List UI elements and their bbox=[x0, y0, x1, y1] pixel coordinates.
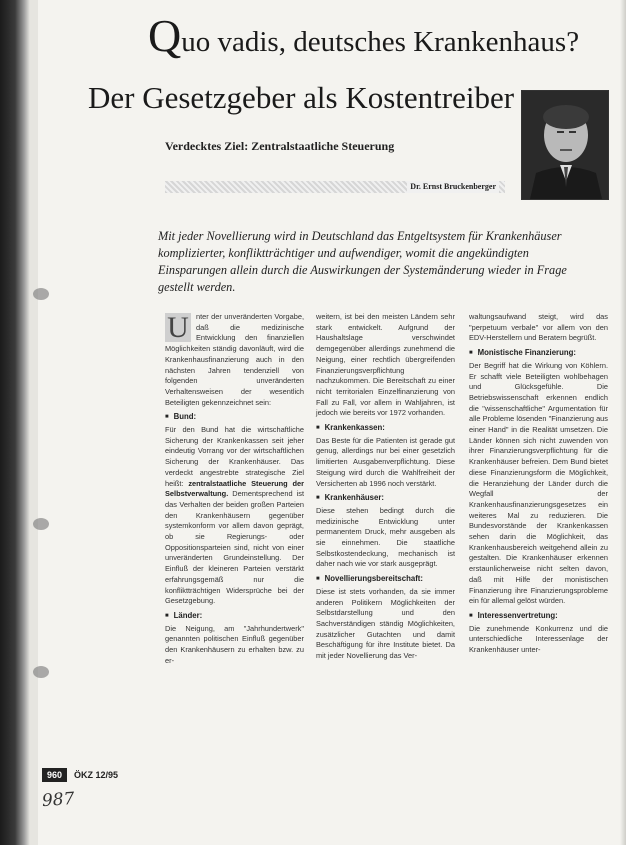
paragraph: Diese stehen bedingt durch die medizinische Entwicklung unter permanentem Druck, mehr ausgeben als sie einnehmen. Die staatliche Selbstkostendeckung, mechanisch ist daher nach wie vor stark ausgeprägt. bbox=[316, 505, 455, 569]
article-subtitle: Verdecktes Ziel: Zentralstaatliche Steuerung bbox=[165, 139, 395, 153]
paragraph: weitern, ist bei den meisten Ländern sehr stark entwickelt. Aufgrund der Haushaltslage verschwindet demgegenüber allerdings zunehmend die Neigung, einer rechtlich übergreifenden Finanzierungsverpflichtung nachzukommen. Die Bereitschaft zu einer nicht territorialen Einzelfinanzierung von Fall zu Fall, vor allem in Wahljahren, ist jedoch wie bereits vor 1972 vorhanden. bbox=[316, 312, 455, 418]
punch-hole bbox=[33, 288, 49, 300]
paragraph-text: Dementsprechend ist das Verhalten der beiden großen Parteien den Krankenhäusern gegenüber systemkonform vor allem davon geprägt, ob sie Regierungs- oder Oppositionsparteien sind, nicht von einer unveränderten Grundeinstellung. Der Einfluß der kleineren Parteien verstärkt erfahrungsgemäß nur die konfliktträchtigen Widersprüche bei der Gesetzgebung. bbox=[165, 489, 304, 606]
issue-label: ÖKZ 12/95 bbox=[74, 770, 119, 780]
paragraph: Das Beste für die Patienten ist gerade gut genug, allerdings nur bei einer gesetzlich limitierten Ausgabenverpflichtung. Diese Steigung wird durch die Wahlfreiheit der Versicherten ab 1996 noch verstärkt. bbox=[316, 435, 455, 488]
section-heading: ■ Interessenvertretung: bbox=[469, 611, 608, 622]
paragraph-text: Für den Bund hat die wirtschaftliche Sicherung der Krankenkassen seit jeher eindeutig Vorrang vor der wirtschaftlichen Sicherung der Krankenhäuser. Das verdeckt angestrebte strategische Ziel heißt: bbox=[165, 425, 304, 488]
paragraph: Die Neigung, am "Jahrhundertwerk" genannten politischen Einfluß gegenüber den Krankenhäusern zu erhalten bzw. zu er- bbox=[165, 623, 304, 665]
article-kicker-title bbox=[148, 10, 618, 61]
author-bar bbox=[165, 181, 505, 193]
lead-paragraph: Mit jeder Novellierung wird in Deutschland das Entgeltsystem für Krankenhäuser komplizierter, konfliktträchtiger und aufwendiger, womit die angekündigten Einsparungen allein durch die Auswirkungen der Systemänderung wieder in Frage gestellt werden. bbox=[158, 229, 567, 294]
section-heading: ■ Monistische Finanzierung: bbox=[469, 348, 608, 359]
page-number: 960 bbox=[42, 768, 67, 782]
paragraph: Der Begriff hat die Wirkung von Köhlern. Er schafft viele Beteiligten wohlbehagen und Glücksgefühle. Die Betriebswissenschaft erkennen endlich die "wissenschaftliche" Argumentation für alle Probleme lösenden "Finanzierung aus einer Hand" in die Realität umsetzen. Die Länder können sich nicht zuwenden von ihrer Finanzierungsverpflichtung für die Krankenhäuser befreien. Dem Bund bietet diese Finanzierungsform die Möglichkeit, die Heranziehung der Länder durch die Wegfall der Krankenhausfinanzierungsgesetzes ein weiteres Mal zu reduzieren. Die Bundesvorstände der Krankenkassen sehen darin die Möglichkeit, das Krankenhausbereich weitgehend allein zu gestalten. Die Krankenhäuser erkennen erstaunlicherweise nicht selten davon, daß mit Hilfe der monistischen Finanzierung ihre Finanzierungsprobleme ein für allemal gelöst würden. bbox=[469, 360, 608, 606]
binding-spine bbox=[0, 0, 30, 845]
column-3 bbox=[469, 312, 608, 659]
paragraph bbox=[165, 312, 304, 408]
article-body bbox=[165, 312, 610, 752]
section-heading: ■ Krankenhäuser: bbox=[316, 493, 455, 504]
paragraph: waltungsaufwand steigt, wird das "perpetuum verbale" vor allem von den EDV-Herstellern und Beratern begrüßt. bbox=[469, 312, 608, 343]
paragraph: Diese ist stets vorhanden, da sie immer anderen Politikern Möglichkeiten der Selbstdarstellung und den Sachverständigen ständig Möglichkeiten, zusätzlicher Gutachten und damit Beschäftigung für ihre Institute bietet. Da mit jeder Novellierung das Ver- bbox=[316, 586, 455, 661]
paragraph-text: nter der unveränderten Vorgabe, daß die medizinische Entwicklung den finanziellen Möglichkeiten ständig davonläuft, wird die Krankenhausfinanzierung auch in den nächsten Jahren tendenziell von folgenden unveränderten Verhaltensweisen der wesentlich Beteiligten gekennzeichnet sein: bbox=[165, 312, 304, 407]
right-edge-shadow bbox=[620, 0, 626, 845]
left-margin bbox=[30, 0, 38, 845]
section-heading: ■ Länder: bbox=[165, 611, 304, 622]
section-heading: ■ Krankenkassen: bbox=[316, 423, 455, 434]
portrait-image bbox=[522, 91, 608, 199]
column-2 bbox=[316, 312, 455, 665]
paragraph bbox=[165, 425, 304, 607]
punch-hole bbox=[33, 518, 49, 530]
page-footer bbox=[42, 768, 242, 784]
author-photo bbox=[521, 90, 609, 200]
section-heading: ■ Novellierungsbereitschaft: bbox=[316, 574, 455, 585]
column-1 bbox=[165, 312, 304, 670]
paragraph: Die zunehmende Konkurrenz und die unterschiedliche Interessenlage der Krankenhäuser unter- bbox=[469, 623, 608, 655]
handwritten-note: 987 bbox=[41, 788, 76, 812]
title-cap-letter: Q bbox=[148, 10, 182, 61]
punch-hole bbox=[33, 666, 49, 678]
emphasis-text: zentralstaatliche Steuerung der Selbstverwaltung. bbox=[165, 478, 304, 499]
author-name: Dr. Ernst Bruckenberger bbox=[407, 181, 499, 193]
article-main-title: Der Gesetzgeber als Kostentreiber bbox=[88, 80, 515, 115]
title-rest: uo vadis, deutsches Krankenhaus? bbox=[181, 26, 580, 58]
section-heading: ■ Bund: bbox=[165, 412, 304, 423]
drop-cap: U bbox=[165, 313, 191, 342]
